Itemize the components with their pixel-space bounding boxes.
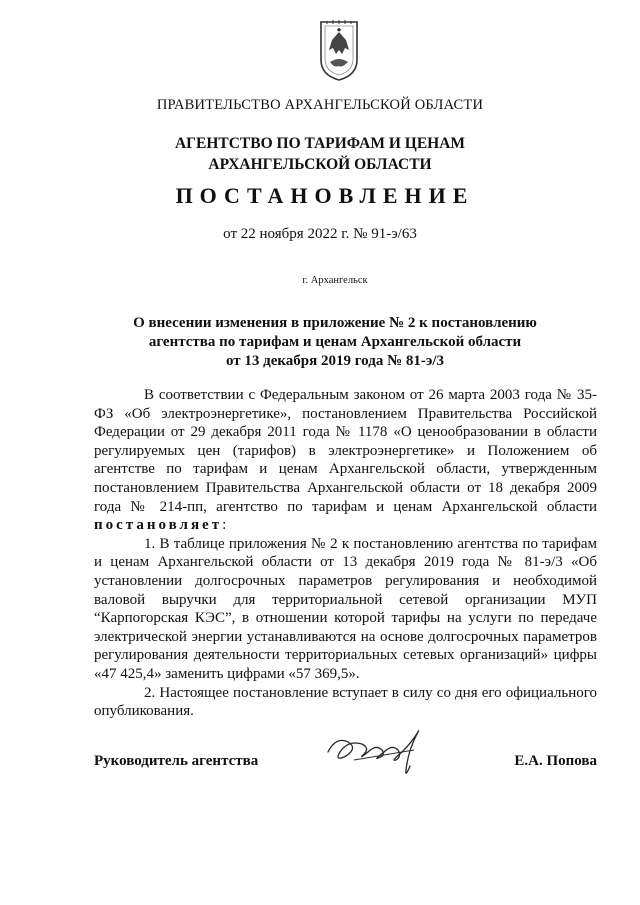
item-1-paragraph: 1. В таблице приложения № 2 к постановлению агентства по тарифам и ценам Архангельской области от 13 декабря 2019 года № 81-э/3 «Об установлении долгосрочных параметров регулирования и необходимой валовой выручки для территориальной сетевой организации МУП “Карпогорская КЭС”, в отношении которой тарифы на услуги по передаче электрической энергии устанавливаются на основе долгосрочных параметров регулирования деятельности территориальных сетевых организаций» цифры «47 425,4» заменить цифрами «57 369,5».	[94, 535, 597, 682]
agency-name-line-2: АРХАНГЕЛЬСКОЙ ОБЛАСТИ	[208, 156, 432, 173]
signatory-title: Руководитель агентства	[94, 753, 259, 769]
preamble-paragraph	[94, 386, 597, 535]
preamble-text: В соответствии с Федеральным законом от 26 марта 2003 года № 35-ФЗ «Об электроэнергетике», постановлением Правительства Российской Федерации от 29 декабря 2011 года № 1178 «О ценообразовании в области регулируемых цен (тарифов) в электроэнергетике» и Положением об агентстве по тарифам и ценам Архангельской области, утвержденным постановлением Правительства Архангельской области от 18 декабря 2009 года № 214-пп, агентство по тарифам и ценам Архангельской области	[94, 387, 597, 515]
coat-of-arms-icon	[318, 20, 360, 82]
resolves-word: постановляет	[94, 517, 223, 534]
signatory-name: Е.А. Попова	[514, 753, 597, 769]
document-type: ПОСТАНОВЛЕНИЕ	[175, 183, 475, 208]
agency-name-line-1: АГЕНТСТВО ПО ТАРИФАМ И ЦЕНАМ	[174, 135, 466, 152]
subject-line-1: О внесении изменения в приложение № 2 к постановлению	[133, 315, 537, 331]
government-name: ПРАВИТЕЛЬСТВО АРХАНГЕЛЬСКОЙ ОБЛАСТИ	[156, 97, 484, 113]
date-and-number: от 22 ноября 2022 г. № 91-э/63	[223, 226, 417, 242]
city: г. Архангельск	[302, 275, 368, 286]
document-subject	[0, 314, 640, 371]
item-2-paragraph: 2. Настоящее постановление вступает в силу со дня его официального опубликования.	[94, 684, 597, 720]
agency-name	[0, 133, 640, 175]
subject-line-3: от 13 декабря 2019 года № 81-э/3	[225, 353, 445, 369]
resolves-colon: :	[222, 517, 227, 534]
subject-line-2: агентства по тарифам и ценам Архангельской области	[148, 334, 522, 350]
handwritten-signature	[318, 722, 438, 782]
document-body	[94, 386, 597, 721]
